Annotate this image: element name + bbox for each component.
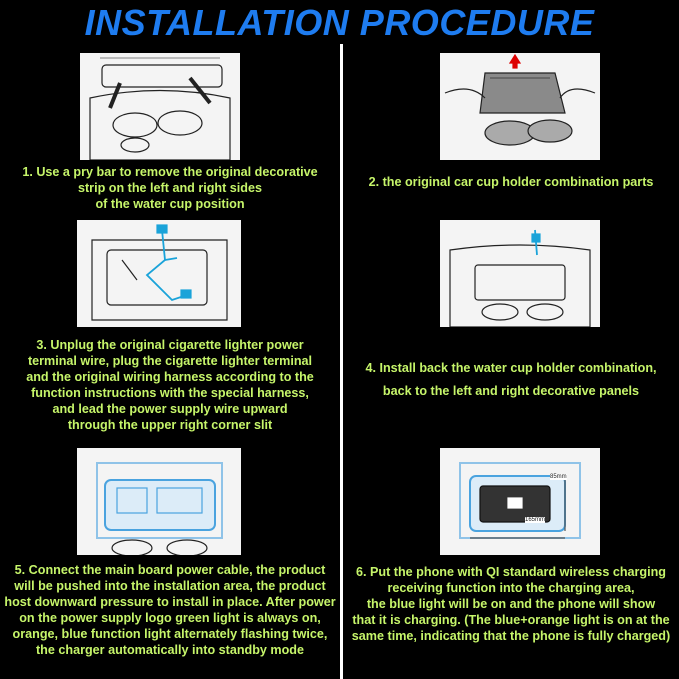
step-2-image bbox=[440, 53, 600, 160]
page-title: INSTALLATION PROCEDURE bbox=[84, 2, 595, 43]
step-3-image bbox=[77, 220, 241, 327]
step-5-image bbox=[77, 448, 241, 555]
step-1-caption: 1. Use a pry bar to remove the original decorative strip on the left and right sides of the water cup position bbox=[22, 165, 318, 211]
step-4-image bbox=[440, 220, 600, 327]
step-5-caption: 5. Connect the main board power cable, the product will be pushed into the installation area, the product host downward pressure to install in place. After power on the power supply logo green light is always on, orange, blue function light alternately flashing twice, the charger automatically into standby mode bbox=[4, 563, 336, 657]
step-4-caption: 4. Install back the water cup holder combination, back to the left and right decorative panels bbox=[365, 361, 657, 398]
step-2-caption: 2. the original car cup holder combination parts bbox=[368, 175, 654, 189]
step-6-caption: 6. Put the phone with QI standard wireless charging receiving function into the charging area, the blue light will be on and the phone will show that it is charging. (The blue+orange light is on at the same time, indicating that the phone is fully charged) bbox=[351, 565, 671, 643]
step-6-image bbox=[440, 448, 600, 555]
dimension-width-label: 165mm bbox=[525, 517, 546, 523]
step-3-caption: 3. Unplug the original cigarette lighter power terminal wire, plug the cigarette lighter terminal and the original wiring harness according to the function instructions with the special harness, and lead the power supply wire upward through the upper right corner slit bbox=[26, 338, 314, 432]
dimension-height-label: 85mm bbox=[550, 474, 567, 480]
step-1-image bbox=[80, 53, 240, 160]
